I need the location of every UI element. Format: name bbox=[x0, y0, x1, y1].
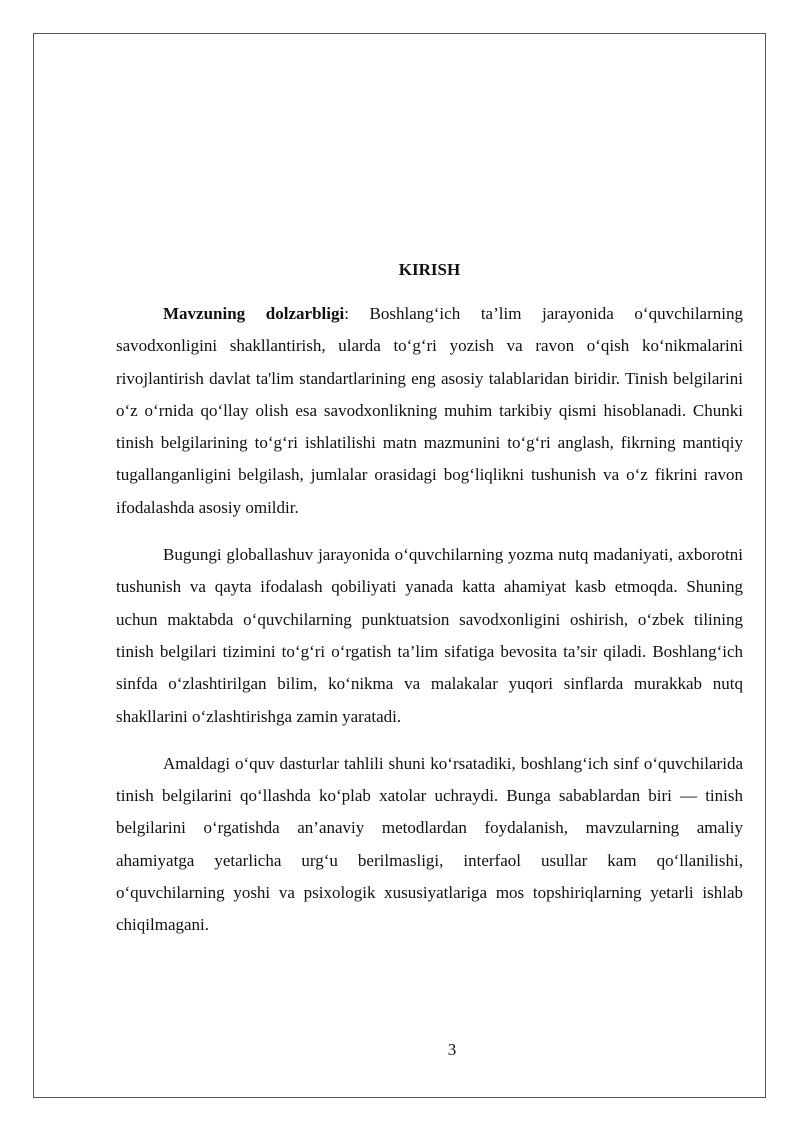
paragraph-text: Amaldagi o‘quv dasturlar tahlili shuni ko‘rsatadiki, boshlang‘ich sinf o‘quvchilarida tinish belgilarini qo‘llashda ko‘plab xatolar uchraydi. Bunga sabablardan biri — tinish belgilarini o‘rgatishda an’anaviy metodlardan foydalanish, mavzularning amaliy ahamiyatga yetarlicha urg‘u berilmasligi, interfaol usullar kam qo‘llanilishi, o‘quvchilarning yoshi va psixologik xususiyatlariga mos topshiriqlarning yetarli ishlab chiqilmagani. bbox=[116, 753, 743, 935]
page-number: 3 bbox=[447, 1040, 457, 1059]
section-heading: KIRISH bbox=[398, 260, 461, 279]
paragraph-text: Bugungi globallashuv jarayonida o‘quvchilarning yozma nutq madaniyati, axborotni tushunish va qayta ifodalash qobiliyati yanada katta ahamiyat kasb etmoqda. Shuning uchun maktabda o‘quvchilarning punktuatsion savodxonligini oshirish, o‘zbek tilining tinish belgilari tizimini to‘g‘ri o‘rgatish ta’lim sifatiga bevosita ta’sir qiladi. Boshlang‘ich sinfda o‘zlashtirilgan bilim, ko‘nikma va malakalar yuqori sinflarda murakkab nutq shakllarini o‘zlashtirishga zamin yaratadi. bbox=[116, 545, 743, 726]
paragraph-text: : Boshlang‘ich ta’lim jarayonida o‘quvchilarning savodxonligini shakllantirish, ularda to‘g‘ri yozish va ravon o‘qish ko‘nikmalarini rivojlantirish davlat ta'lim standartlarining eng asosiy talablaridan biridir. Tinish belgilarini o‘z o‘rnida qo‘llay olish esa savodxonlikning muhim tarkibiy qismi hisoblanadi. Chunki tinish belgilarining to‘g‘ri ishlatilishi matn mazmunini to‘g‘ri anglash, fikrning mantiqiy tugallanganligini belgilash, jumlalar orasidagi bog‘liqlikni tushunish va o‘z fikrini ravon ifodalashda asosiy omildir. bbox=[116, 304, 743, 517]
document-body bbox=[116, 256, 743, 957]
paragraph-1 bbox=[116, 298, 743, 524]
paragraph-2 bbox=[116, 539, 743, 733]
paragraph-lead: Mavzuning dolzarbligi bbox=[163, 304, 345, 323]
paragraph-3 bbox=[116, 748, 743, 942]
